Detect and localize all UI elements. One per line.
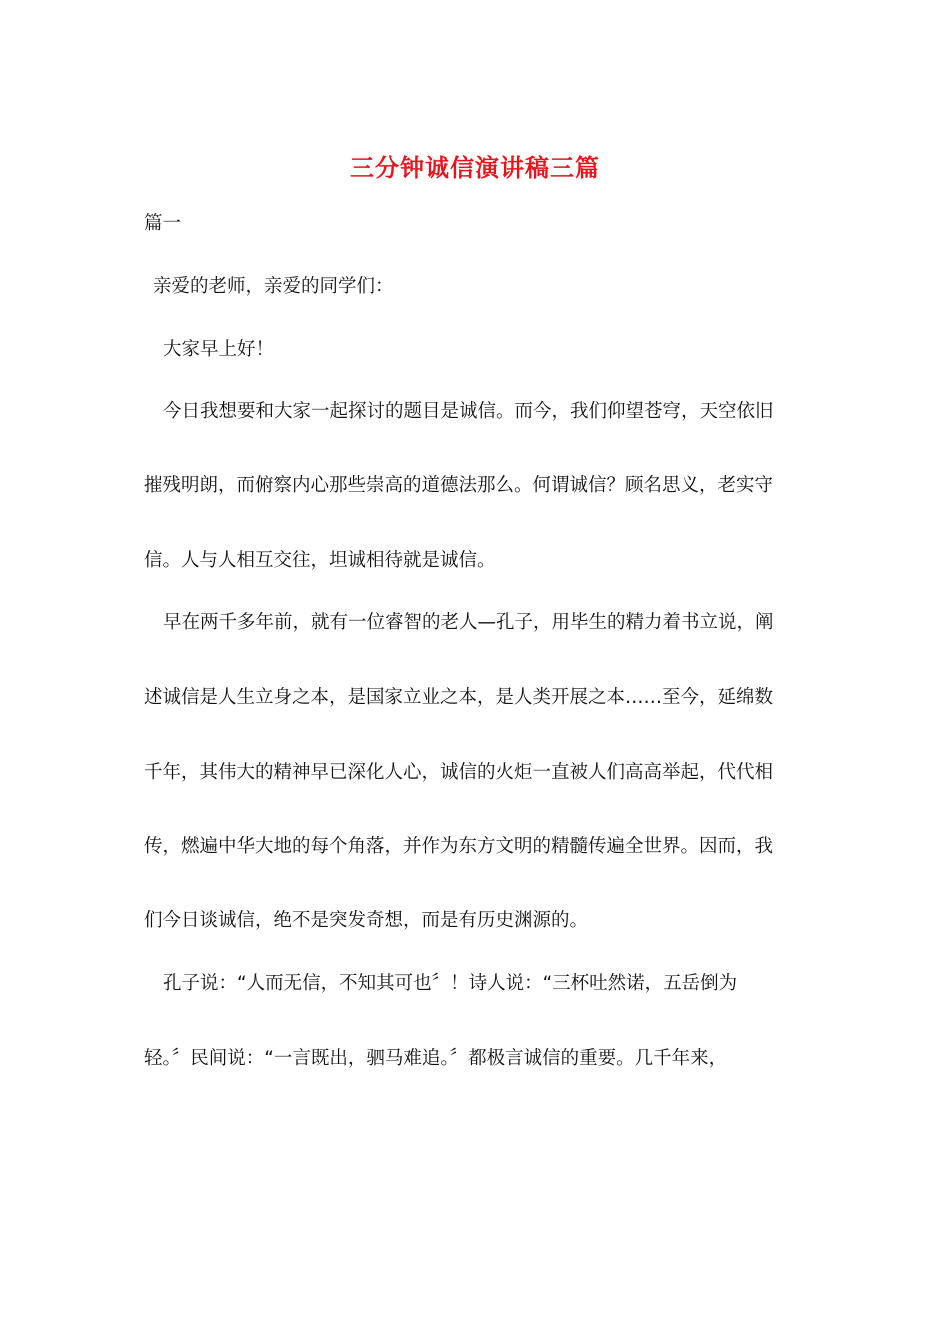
paragraph-line: 摧残明朗，而俯察内心那些崇高的道德法那么。何谓诚信？顾名思义，老实守 bbox=[144, 475, 774, 496]
paragraph-line: 轻。〞民间说：“一言既出，驷马难追。〞都极言诚信的重要。几千年来， bbox=[144, 1048, 728, 1069]
section-label: 篇一 bbox=[144, 213, 182, 234]
greeting-line: 亲爱的老师，亲爱的同学们： bbox=[153, 276, 394, 297]
salutation-line: 大家早上好！ bbox=[163, 339, 275, 360]
paragraph-line: 孔子说：“人而无信，不知其可也〞！诗人说：“三杯吐然诺，五岳倒为 bbox=[163, 973, 738, 994]
paragraph-line: 传，燃遍中华大地的每个角落，并作为东方文明的精髓传遍全世界。因而，我 bbox=[144, 836, 774, 857]
paragraph-line: 述诚信是人生立身之本，是国家立业之本，是人类开展之本……至今，延绵数 bbox=[144, 687, 774, 708]
document-title: 三分钟诚信演讲稿三篇 bbox=[350, 154, 600, 182]
paragraph-line: 今日我想要和大家一起探讨的题目是诚信。而今，我们仰望苍穹，天空依旧 bbox=[163, 401, 774, 422]
paragraph-line: 们今日谈诚信，绝不是突发奇想，而是有历史渊源的。 bbox=[144, 910, 589, 931]
paragraph-line: 千年，其伟大的精神早已深化人心，诚信的火炬一直被人们高高举起，代代相 bbox=[144, 762, 774, 783]
paragraph-line: 早在两千多年前，就有一位睿智的老人—孔子，用毕生的精力着书立说，阐 bbox=[163, 612, 774, 633]
paragraph-line: 信。人与人相互交往，坦诚相待就是诚信。 bbox=[144, 550, 496, 571]
